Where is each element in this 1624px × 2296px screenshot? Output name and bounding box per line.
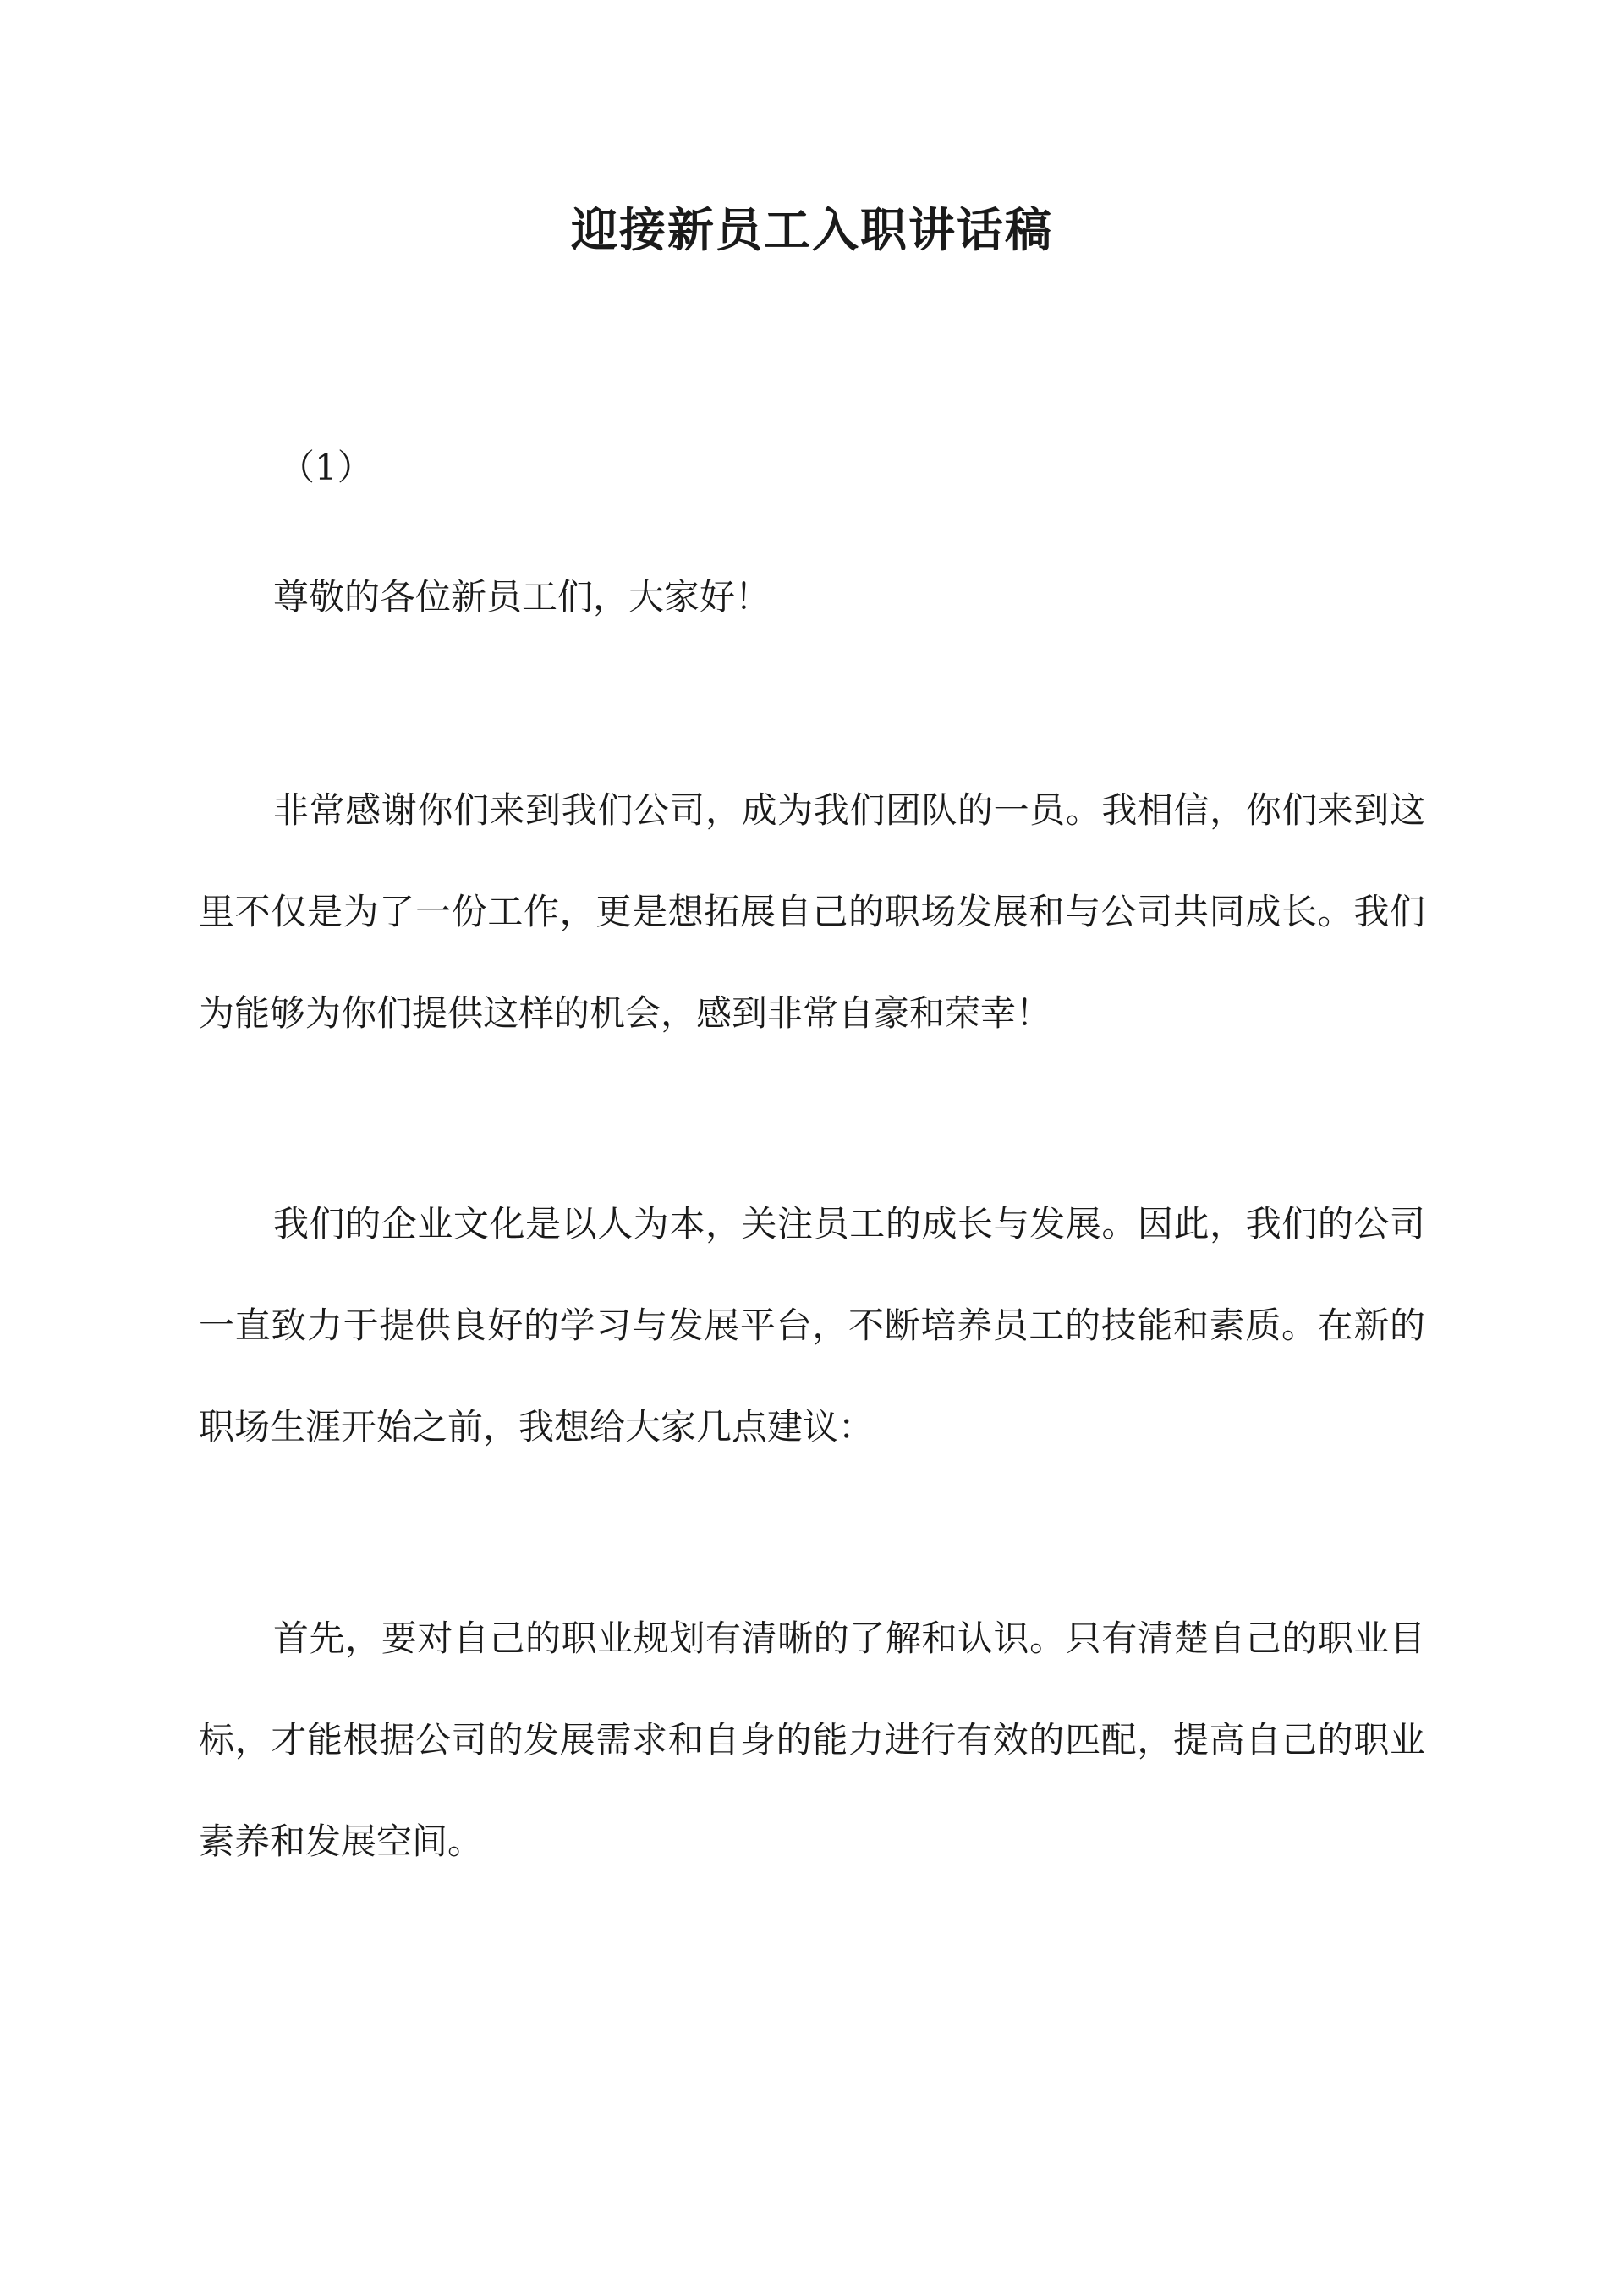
body-paragraph-3: 首先，要对自己的职业规划有清晰的了解和认识。只有清楚自己的职业目标，才能根据公司的发展需求和自身的能力进行有效的匹配，提高自己的职业素养和发展空间。 [199,1618,1425,1862]
body-paragraph-2: 我们的企业文化是以人为本，关注员工的成长与发展。因此，我们的公司一直致力于提供良好的学习与发展平台，不断培养员工的技能和素质。在新的职场生涯开始之前，我想给大家几点建议： [199,1203,1425,1447]
body-paragraph-1: 非常感谢你们来到我们公司，成为我们团队的一员。我相信，你们来到这里不仅是为了一份工作，更是想拓展自己的职场发展和与公司共同成长。我们为能够为你们提供这样的机会，感到非常自豪和荣幸！ [199,789,1425,1034]
section-marker: （1） [279,447,373,488]
document-title: 迎接新员工入职讲话稿 [570,202,1053,257]
greeting-paragraph: 尊敬的各位新员工们，大家好！ [273,576,771,618]
